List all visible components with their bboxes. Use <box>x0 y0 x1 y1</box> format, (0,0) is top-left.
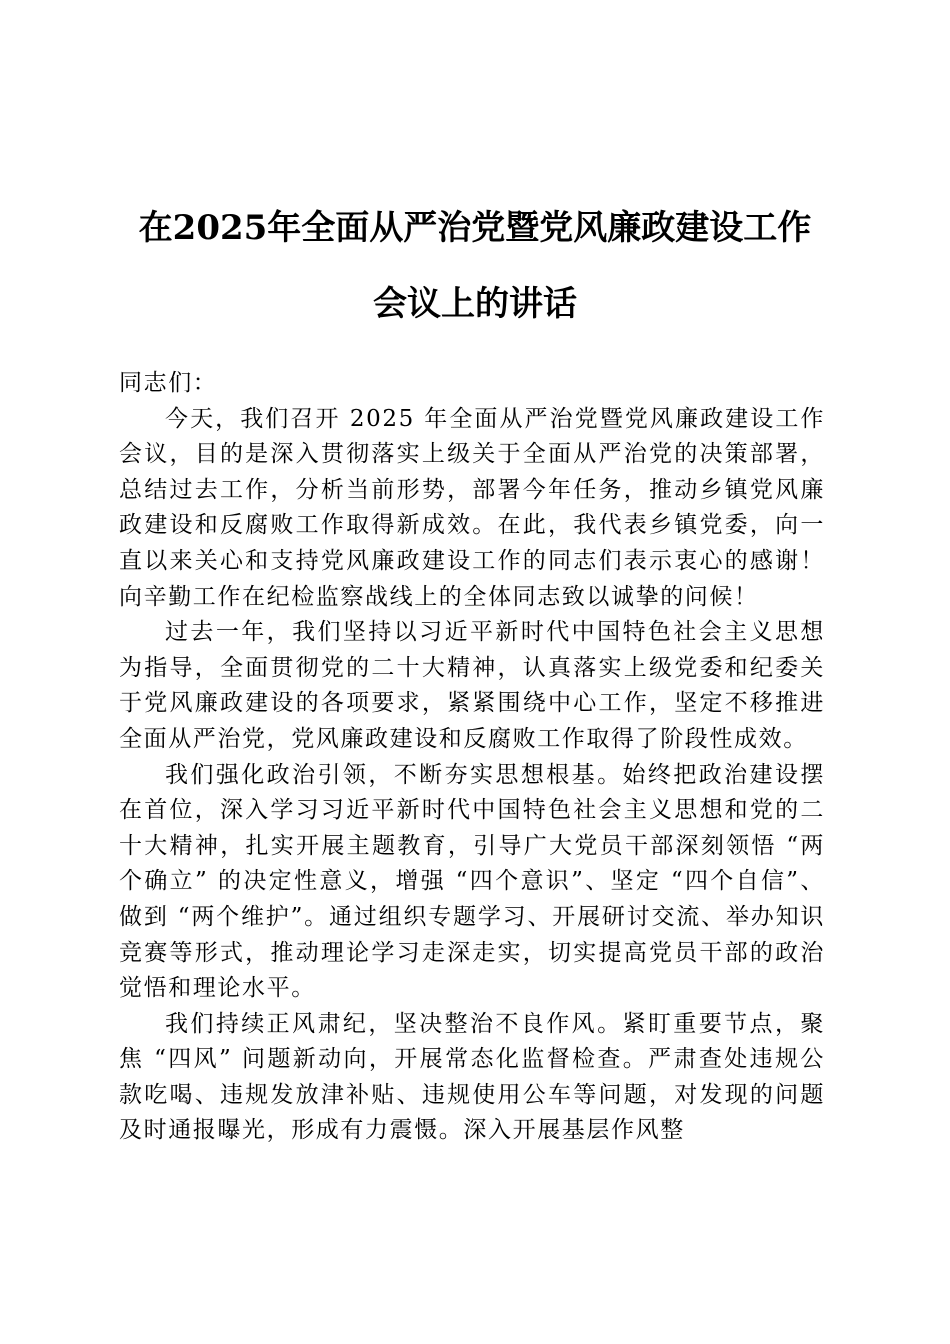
paragraph-2: 过去一年，我们坚持以习近平新时代中国特色社会主义思想为指导，全面贯彻党的二十大精神，认真落实上级党委和纪委关于党风廉政建设的各项要求，紧紧围绕中心工作，坚定不移推进全面从严治党，党风廉政建设和反腐败工作取得了阶段性成效。 <box>119 619 825 752</box>
paragraph-4: 我们持续正风肃纪，坚决整治不良作风。紧盯重要节点，聚焦 “四风” 问题新动向，开展常态化监督检查。严肃查处违规公款吃喝、违规发放津补贴、违规使用公车等问题，对发现的问题及时通报曝光，形成有力震慑。深入开展基层作风整 <box>119 1010 825 1144</box>
salutation: 同志们： <box>119 370 218 396</box>
document-title <box>100 190 850 342</box>
document-body <box>119 366 825 1149</box>
paragraph-3: 我们强化政治引领，不断夯实思想根基。始终把政治建设摆在首位，深入学习习近平新时代中国特色社会主义思想和党的二十大精神，扎实开展主题教育，引导广大党员干部深刻领悟 “两个确立” 的决定性意义，增强 “四个意识”、坚定 “四个自信”、做到 “两个维护”。通过组织专题学习、开展研讨交流、举办知识竞赛等形式，推动理论学习走深走实，切实提高党员干部的政治觉悟和理论水平。 <box>119 761 825 1002</box>
title-line-1: 在2025年全面从严治党暨党风廉政建设工作 <box>138 208 812 248</box>
title-line-2: 会议上的讲话 <box>373 284 577 324</box>
paragraph-1: 今天，我们召开 2025 年全面从严治党暨党风廉政建设工作会议，目的是深入贯彻落实上级关于全面从严治党的决策部署，总结过去工作，分析当前形势，部署今年任务，推动乡镇党风廉政建设和反腐败工作取得新成效。在此，我代表乡镇党委，向一直以来关心和支持党风廉政建设工作的同志们表示衷心的感谢！向辛勤工作在纪检监察战线上的全体同志致以诚挚的问候！ <box>119 405 825 610</box>
